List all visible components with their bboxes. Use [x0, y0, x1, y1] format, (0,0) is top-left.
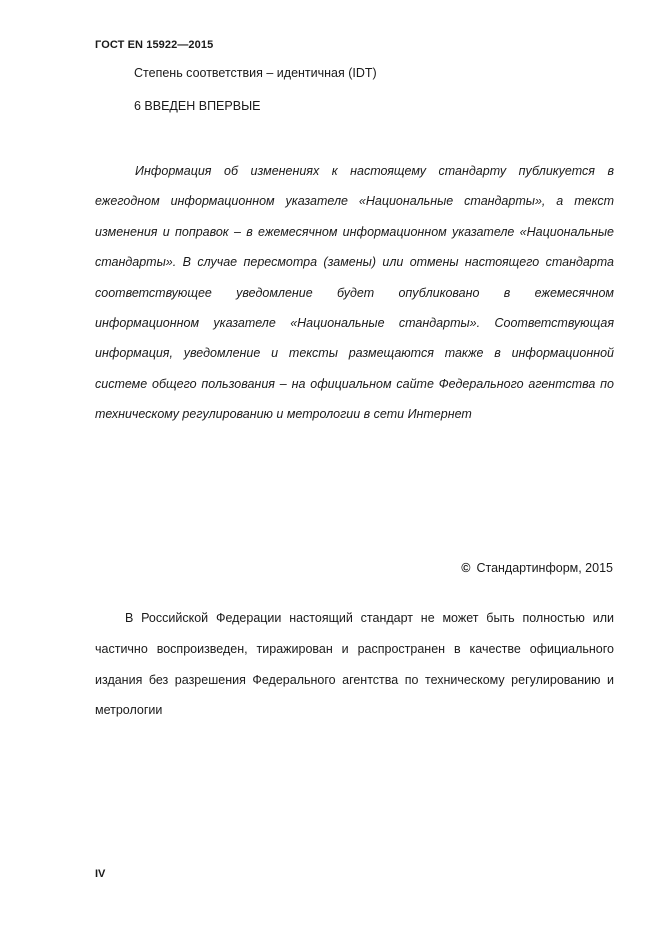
copyright-icon: ©: [461, 561, 471, 575]
amendments-info-paragraph: Информация об изменениях к настоящему стандарту публикуется в ежегодном информационном указателе «Национальные стандарты», а текст изменения и поправок – в ежемесячном информационном указателе «Национальные стандарты». В случае пересмотра (замены) или отмены настоящего стандарта соответствующее уведомление будет опубликовано в ежемесячном информационном указателе «Национальные стандарты». Соответствующая информация, уведомление и тексты размещаются также в информационной системе общего пользования – на официальном сайте Федерального агентства по техническому регулированию и метрологии в сети Интернет: [95, 164, 614, 422]
reproduction-rights-paragraph: В Российской Федерации настоящий стандарт не может быть полностью или частично воспроизведен, тиражирован и распространен в качестве официального издания без разрешения Федерального агентства по техническому регулированию и метрологии: [95, 611, 614, 718]
introduced-first: 6 ВВЕДЕН ВПЕРВЫЕ: [134, 99, 261, 113]
copyright-notice: [461, 561, 613, 575]
document-id-header: ГОСТ EN 15922—2015: [95, 39, 214, 51]
page-number: IV: [95, 868, 106, 880]
copyright-text: Стандартинформ, 2015: [476, 561, 613, 575]
conformity-degree: Степень соответствия – идентичная (IDT): [134, 66, 377, 80]
